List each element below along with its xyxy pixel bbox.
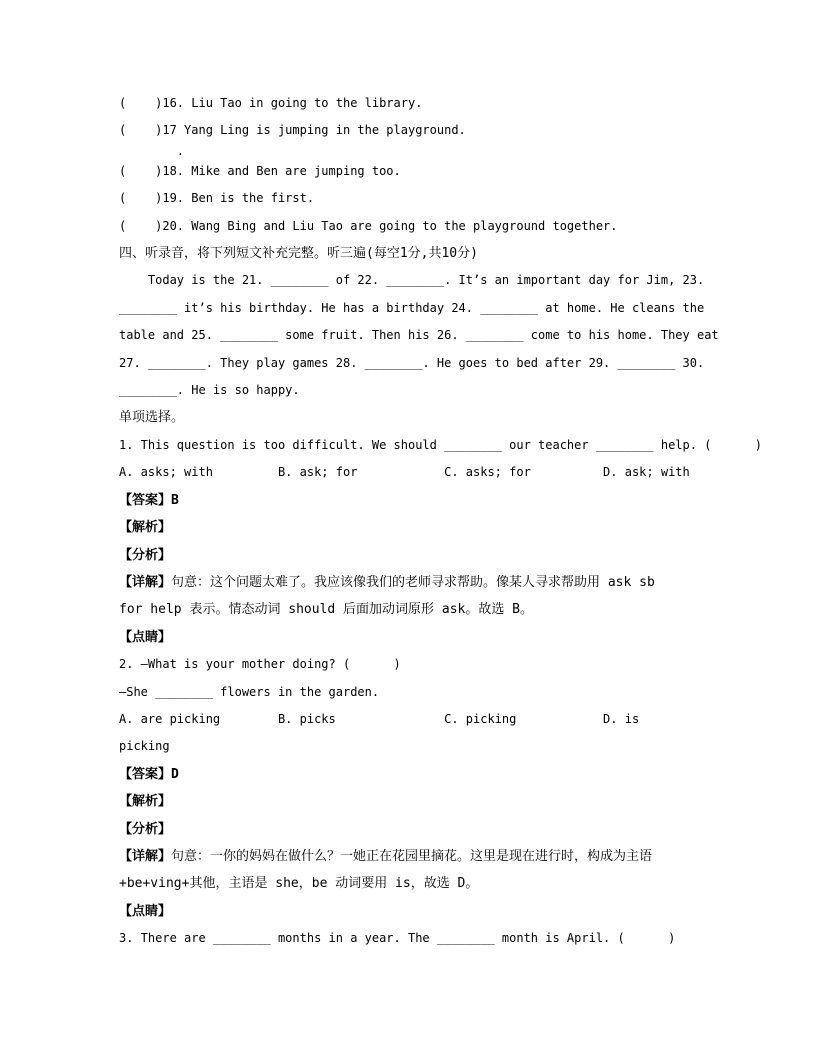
q1-xiangjie-line-1	[119, 569, 776, 596]
tf-item-20: ( )20. Wang Bing and Liu Tao are going to the playground together.	[119, 218, 618, 233]
q1-options: A. asks; with B. ask; for C. asks; for D. ask; with	[119, 465, 690, 480]
tf-item-16: ( )16. Liu Tao in going to the library.	[119, 96, 423, 110]
q2-fenxi-label: 【分析】	[119, 821, 172, 837]
cloze-line-4: 27. ________. They play games 28. ________. He goes to bed after 29. ________ 30.	[119, 355, 705, 370]
q2-options-wrap: picking	[119, 739, 170, 754]
q2-dianjing-label: 【点睛】	[119, 903, 172, 919]
q1-xiangjie-text-1: 句意：这个问题太难了。我应该像我们的老师寻求帮助。像某人寻求帮助用 ask sb	[171, 574, 655, 590]
q2-xiangjie-line-1	[119, 843, 776, 870]
tf-item-18: ( )18. Mike and Ben are jumping too.	[119, 163, 401, 178]
q2-stem: 2. —What is your mother doing? ( )	[119, 657, 401, 672]
cloze-line-1: Today is the 21. ________ of 22. ________. It’s an important day for Jim, 23.	[119, 273, 705, 288]
q1-answer-label: 【答案】	[119, 492, 172, 508]
q2-options: A. are picking B. picks C. picking D. is	[119, 711, 640, 726]
q2-answer-line	[119, 761, 776, 788]
q1-answer-line	[119, 487, 776, 514]
q2-xiangjie-label: 【详解】	[119, 848, 172, 864]
q1-stem: 1. This question is too difficult. We should ________ our teacher ________ help. ( )	[119, 437, 762, 452]
q1-jiexi-label: 【解析】	[119, 520, 172, 536]
q1-answer-value: B	[171, 492, 179, 508]
q2-xiangjie-line-2: +be+ving+其他，主语是 she，be 动词要用 is，故选 D。	[119, 876, 479, 892]
q3-stem: 3. There are ________ months in a year. The ________ month is April. ( )	[119, 931, 676, 946]
stray-dot: .	[119, 143, 185, 158]
tf-item-17: ( )17 Yang Ling is jumping in the playground.	[119, 123, 466, 138]
q2-answer-label: 【答案】	[119, 766, 172, 782]
q2-answer-value: D	[171, 766, 179, 782]
q1-xiangjie-label: 【详解】	[119, 574, 172, 590]
cloze-line-5: ________. He is so happy.	[119, 383, 300, 398]
q2-xiangjie-text-1: 句意：一你的妈妈在做什么？一她正在花园里摘花。这里是现在进行时，构成为主语	[171, 848, 653, 864]
mc-heading: 单项选择。	[119, 410, 185, 426]
cloze-line-3: table and 25. ________ some fruit. Then his 26. ________ come to his home. They eat	[119, 328, 719, 343]
cloze-line-2: ________ it’s his birthday. He has a birthday 24. ________ at home. He cleans the	[119, 300, 705, 315]
q1-xiangjie-line-2: for help 表示。情态动词 should 后面加动词原形 ask。故选 B。	[119, 602, 534, 618]
tf-item-19: ( )19. Ben is the first.	[119, 191, 315, 206]
section4-heading: 四、听录音，将下列短文补充完整。听三遍(每空1分,共10分)	[119, 246, 478, 262]
q2-stem-line-2: —She ________ flowers in the garden.	[119, 684, 380, 699]
q1-dianjing-label: 【点睛】	[119, 629, 172, 645]
q2-jiexi-label: 【解析】	[119, 794, 172, 810]
q1-fenxi-label: 【分析】	[119, 547, 172, 563]
